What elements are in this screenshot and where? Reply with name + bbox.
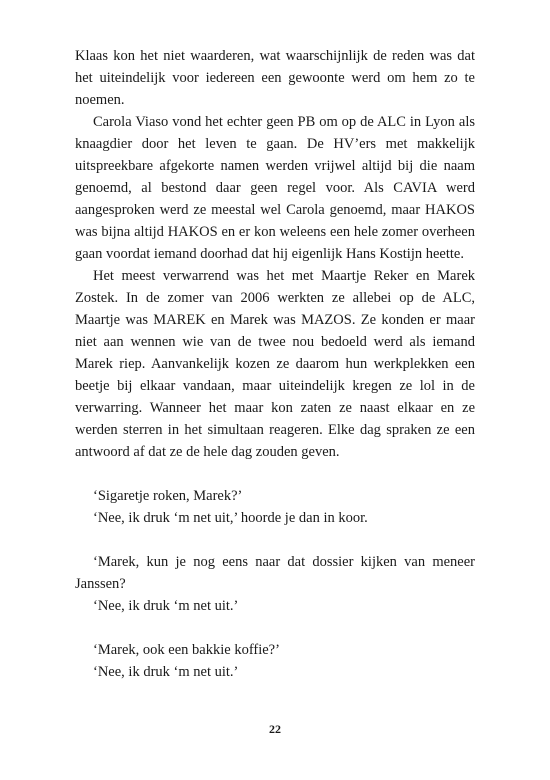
section-gap — [75, 463, 475, 485]
dialogue-line: ‘Nee, ik druk ‘m net uit.’ — [93, 598, 239, 614]
dialogue-line: ‘Nee, ik druk ‘m net uit.’ — [93, 664, 239, 680]
paragraph-2: Carola Viaso vond het echter geen PB om op de ALC in Lyon als knaagdier door het leven te gaan. De HV’ers met makkelijk uitspreekbare afgekorte namen werden vrijwel altijd bij die naam genoemd, al bestond daar geen regel voor. Als CAVIA werd aangesproken werd ze meestal wel Carola genoemd, maar HAKOS was bijna altijd HAKOS en er kon weleens een hele zomer overheen gaan voordat iemand doorhad dat hij eigenlijk Hans Kostijn heette. — [75, 114, 475, 262]
paragraph-1: Klaas kon het niet waarderen, wat waarschijnlijk de reden was dat het uiteindelijk voor iedereen een gewoonte werd om hem zo te noemen. — [75, 48, 475, 108]
dialogue-line: ‘Marek, kun je nog eens naar dat dossier kijken van meneer Janssen? — [75, 554, 475, 592]
paragraph-3: Het meest verwarrend was het met Maartje Reker en Marek Zostek. In de zomer van 2006 werkten ze allebei op de ALC, Maartje was MAREK en Marek was MAZOS. Ze konden er maar niet aan wennen wie van de twee nou bedoeld werd als iemand Marek riep. Aanvankelijk kozen ze daarom hun werkplekken een beetje bij elkaar vandaan, maar uiteindelijk kregen ze lol in de verwarring. Wanneer het maar kon zaten ze naast elkaar en ze werden sterren in het simultaan reageren. Elke dag spraken ze een antwoord af dat ze de hele dag zouden geven. — [75, 268, 475, 460]
dialogue-line: ‘Nee, ik druk ‘m net uit,’ hoorde je dan in koor. — [93, 510, 368, 526]
dialogue-line: ‘Sigaretje roken, Marek?’ — [93, 488, 243, 504]
body-text — [75, 45, 475, 683]
page-number: 22 — [269, 722, 281, 736]
section-gap — [75, 617, 475, 639]
dialogue-line: ‘Marek, ook een bakkie koffie?’ — [93, 642, 280, 658]
section-gap — [75, 529, 475, 551]
